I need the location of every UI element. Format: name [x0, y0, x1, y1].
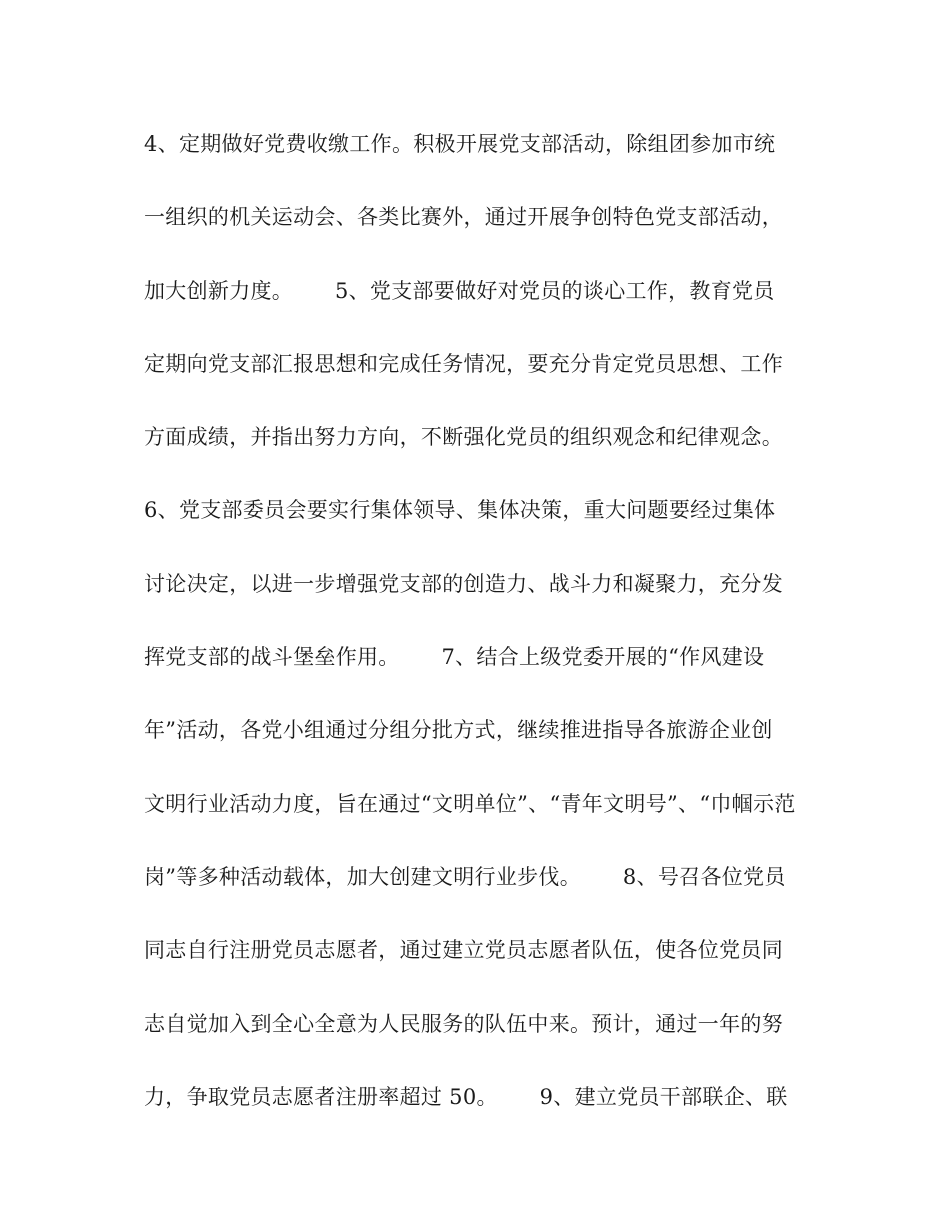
text-line: 年”活动，各党小组通过分组分批方式，继续推进指导各旅游企业创 — [144, 718, 773, 743]
text-line: 6、党支部委员会要实行集体领导、集体决策，重大问题要经过集体 — [144, 498, 776, 523]
text-line: 方面成绩，并指出努力方向，不断强化党员的组织观念和纪律观念。 — [144, 425, 783, 450]
text-line: 4、定期做好党费收缴工作。积极开展党支部活动，除组团参加市统 — [144, 132, 776, 156]
text-line: 讨论决定，以进一步增强党支部的创造力、战斗力和凝聚力，充分发 — [144, 571, 783, 596]
text-line: 力，争取党员志愿者注册率超过 50。 9、建立党员干部联企、联 — [144, 1084, 788, 1109]
text-line: 岗”等多种活动载体，加大创建文明行业步伐。 8、号召各位党员 — [144, 864, 786, 889]
body-text — [144, 122, 824, 1148]
text-line: 一组织的机关运动会、各类比赛外，通过开展争创特色党支部活动， — [144, 205, 783, 230]
text-line: 文明行业活动力度，旨在通过“文明单位”、“青年文明号”、“巾帼示范 — [144, 791, 796, 816]
text-line: 同志自行注册党员志愿者，通过建立党员志愿者队伍，使各位党员同 — [144, 938, 783, 963]
text-line: 志自觉加入到全心全意为人民服务的队伍中来。预计，通过一年的努 — [144, 1011, 783, 1036]
text-line: 挥党支部的战斗堡垒作用。 7、结合上级党委开展的“作风建设 — [144, 645, 765, 670]
text-line: 加大创新力度。 5、党支部要做好对党员的谈心工作，教育党员 — [144, 278, 775, 303]
text-line: 定期向党支部汇报思想和完成任务情况，要充分肯定党员思想、工作 — [144, 351, 783, 376]
